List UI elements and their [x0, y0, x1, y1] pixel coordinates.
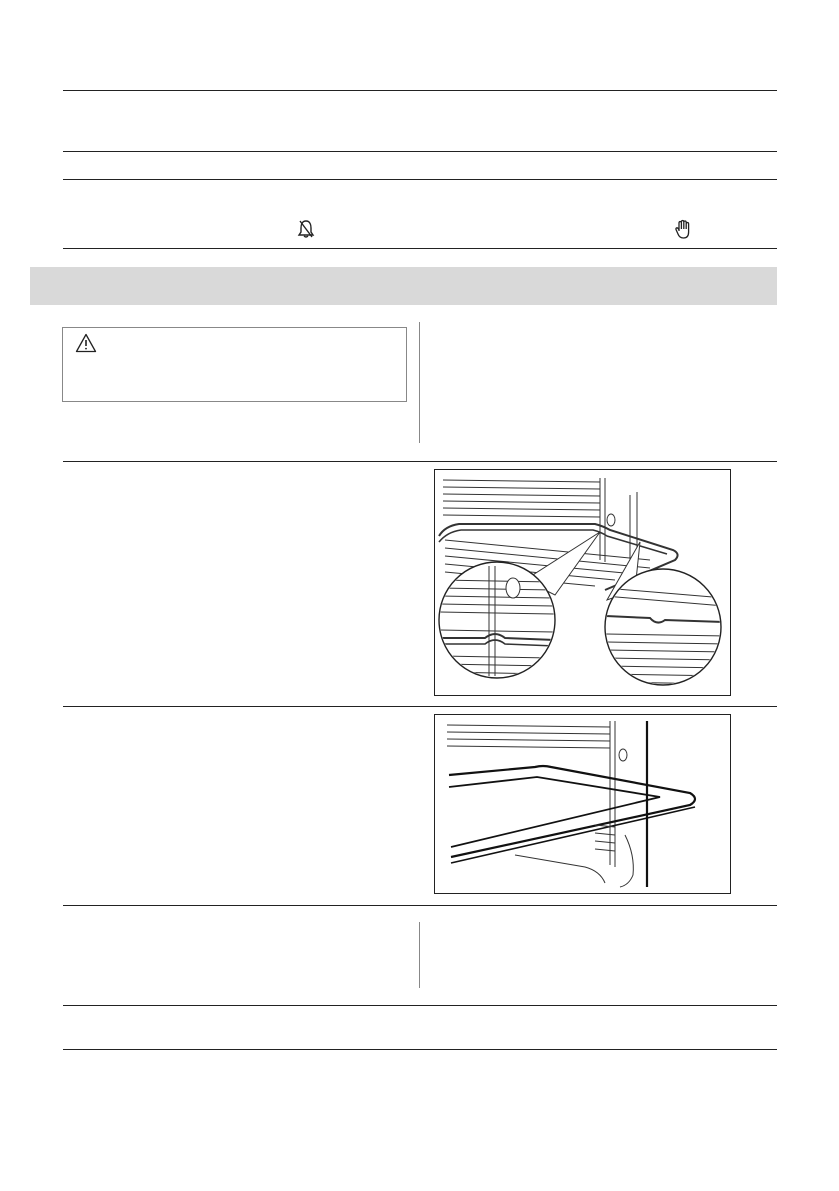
bell-off-icon: [296, 219, 316, 239]
warning-box: [62, 327, 407, 402]
divider-4: [63, 248, 777, 249]
divider-9: [63, 1049, 777, 1050]
divider-5: [63, 461, 777, 462]
column-separator-1: [419, 322, 420, 443]
divider-2: [63, 151, 777, 152]
divider-8: [63, 1005, 777, 1006]
figure-tray-insert: [434, 714, 731, 894]
section-heading-band: [30, 267, 777, 305]
column-separator-2: [419, 922, 420, 988]
divider-1: [63, 90, 777, 91]
divider-7: [63, 905, 777, 906]
figure-shelf-detail: [434, 469, 731, 696]
hand-icon: [673, 219, 693, 241]
divider-3: [63, 179, 777, 180]
divider-6: [63, 706, 777, 707]
warning-triangle-icon: [75, 333, 97, 353]
